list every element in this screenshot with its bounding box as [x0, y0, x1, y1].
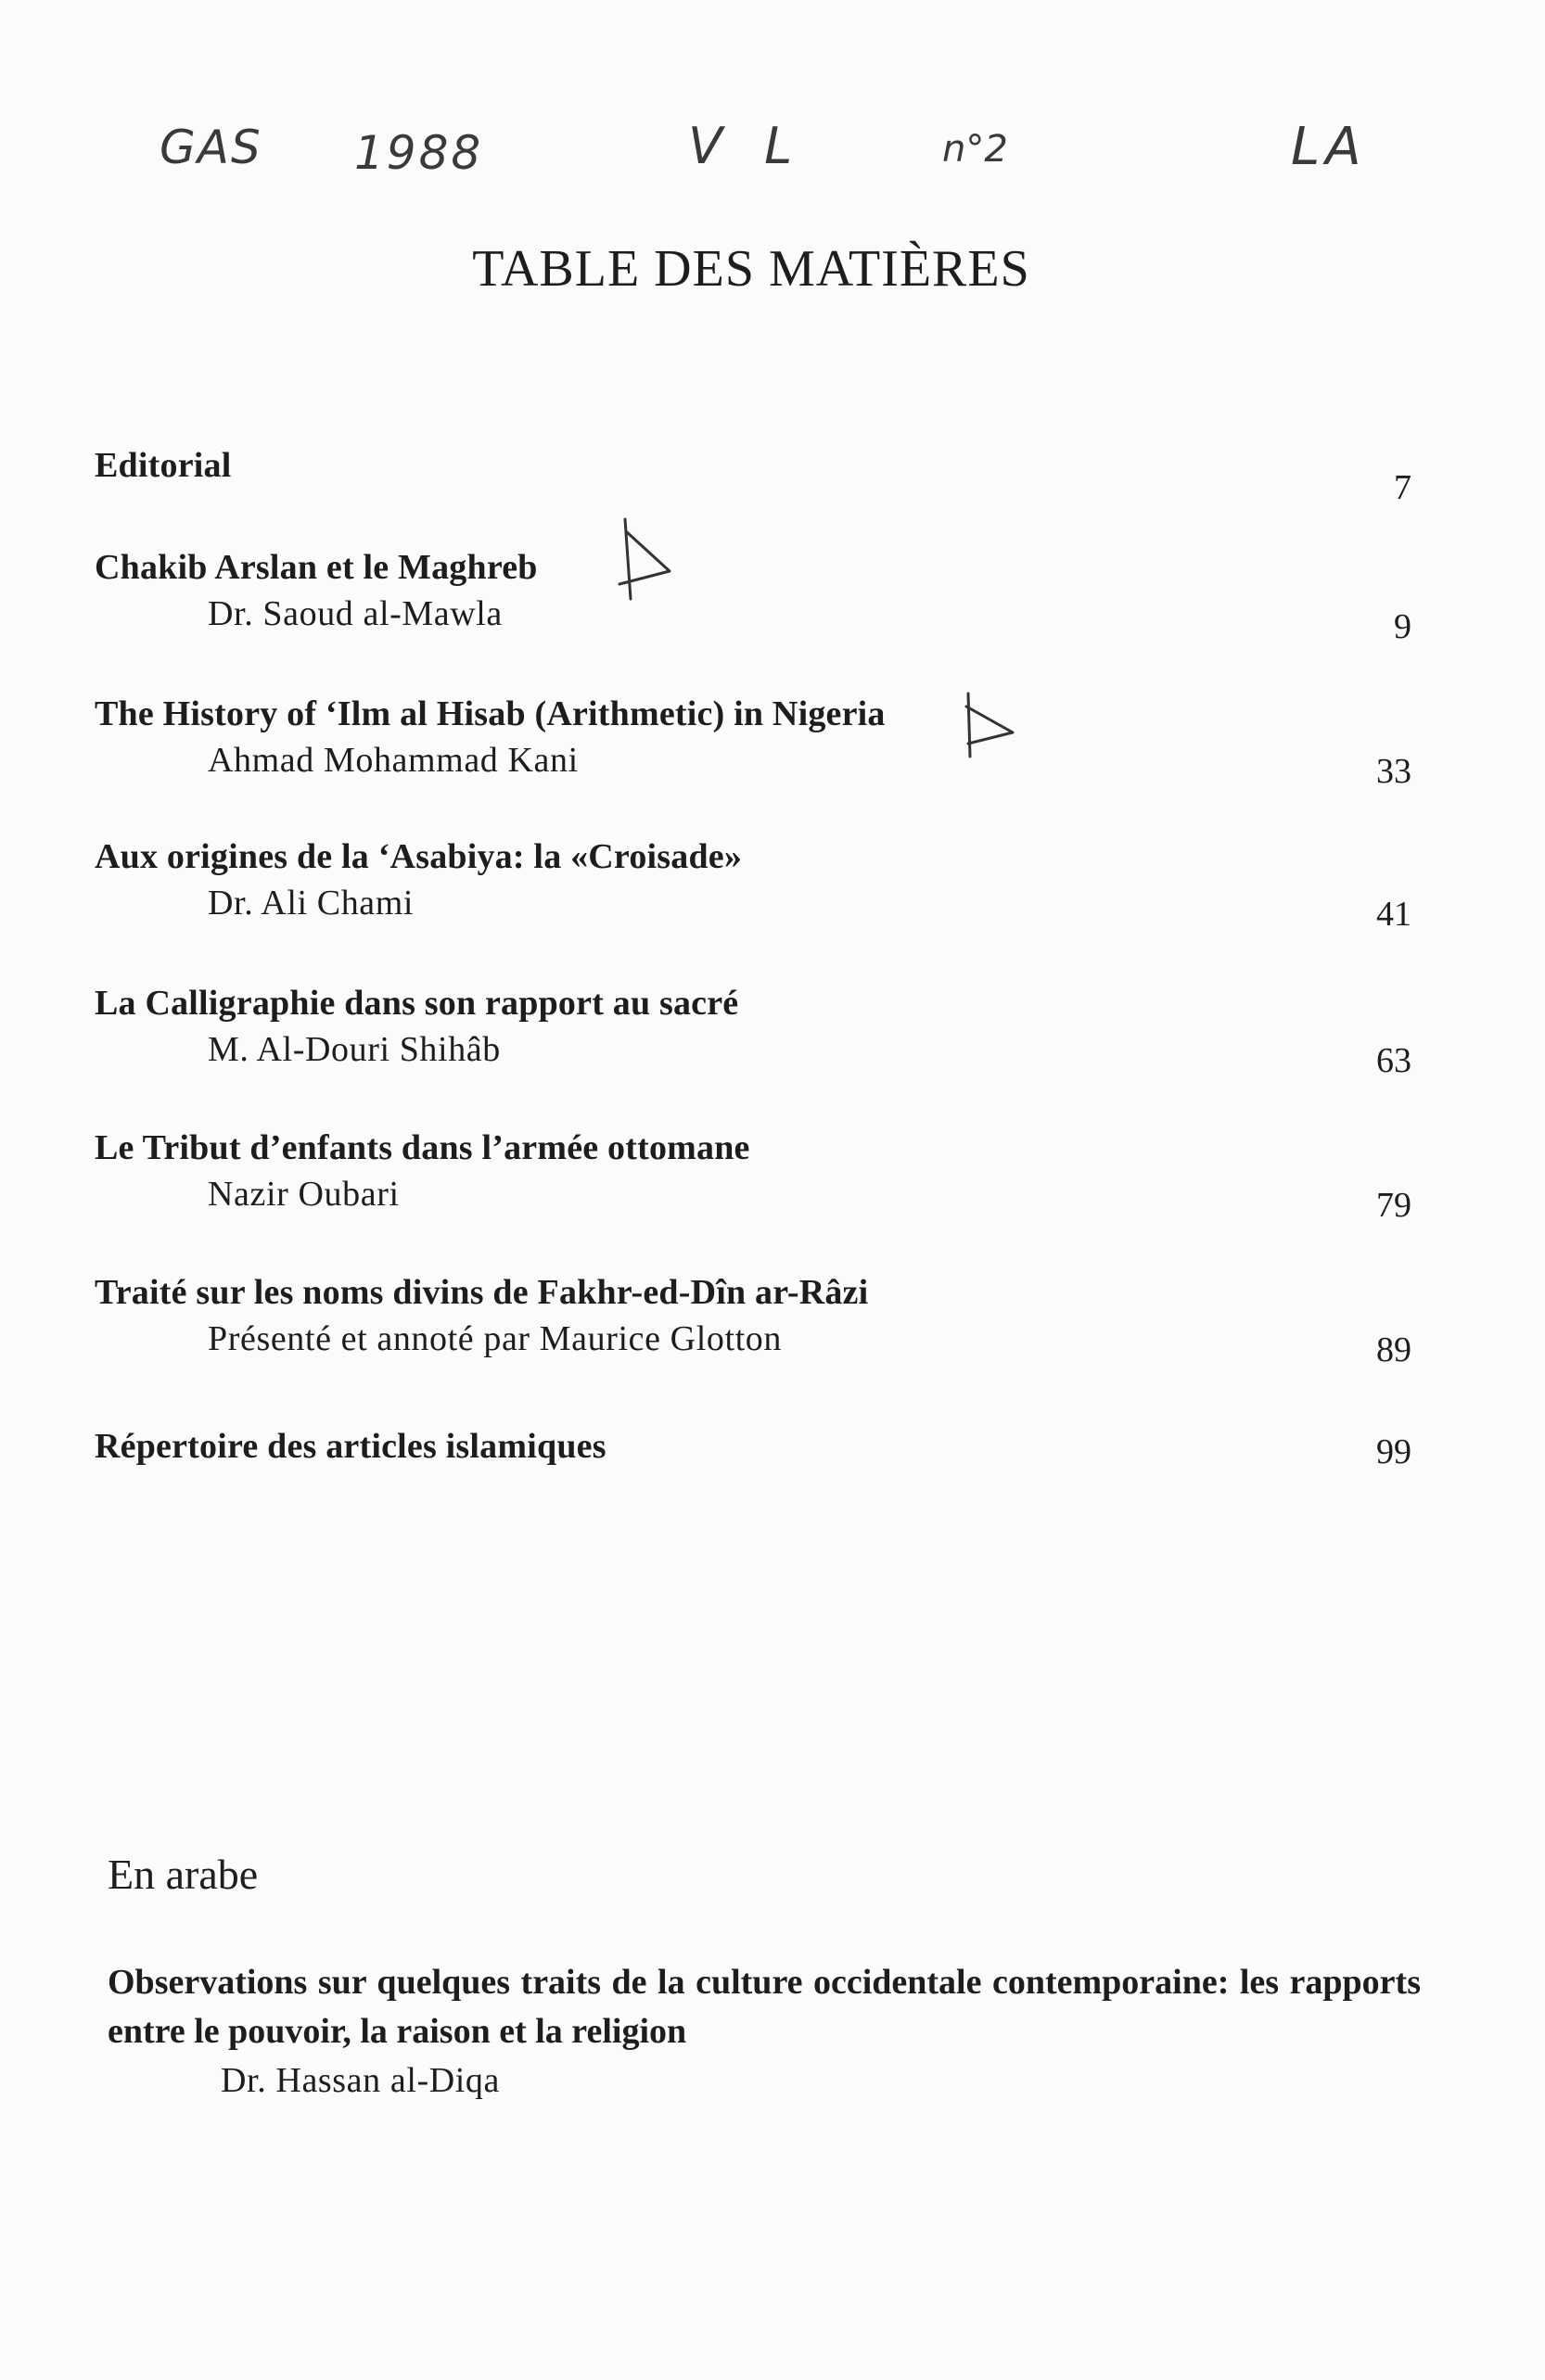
entry-title: La Calligraphie dans son rapport au sacré [95, 984, 739, 1023]
section-heading-en-arabe: En arabe [108, 1851, 259, 1898]
triangle-mark-icon [959, 690, 1033, 764]
entry-title: The History of ‘Ilm al Hisab (Arithmetic) in Nigeria [95, 694, 886, 733]
entry-title: Traité sur les noms divins de Fakhr-ed-Dîn ar-Râzi [95, 1273, 869, 1312]
entry-page-number: 33 [1376, 752, 1411, 791]
entry-author: Dr. Ali Chami [208, 884, 415, 923]
entry-page-number: 9 [1394, 607, 1411, 646]
entry-title: Le Tribut d’enfants dans l’armée ottomane [95, 1128, 750, 1167]
entry-page-number: 63 [1376, 1041, 1411, 1080]
entry-title: Répertoire des articles islamiques [95, 1427, 607, 1466]
entry-page-number: 7 [1394, 468, 1411, 507]
entry-title: Observations sur quelques traits de la culture occidentale contemporaine: les rapports entre le pouvoir, la raison et la religion [108, 1963, 1421, 2051]
entry-page-number: 99 [1376, 1432, 1411, 1471]
entry-author: M. Al-Douri Shihâb [208, 1030, 501, 1069]
entry-author: Dr. Hassan al-Diqa [221, 2061, 500, 2100]
handwritten-note-2: 1988 [354, 126, 484, 180]
handwritten-note-1: GAS [160, 121, 262, 174]
entry-author: Présenté et annoté par Maurice Glotton [208, 1319, 782, 1358]
entry-author: Ahmad Mohammad Kani [208, 741, 579, 780]
entry-title: Editorial [95, 446, 232, 485]
entry-title: Aux origines de la ‘Asabiya: la «Croisade» [95, 837, 743, 876]
entry-author: Nazir Oubari [208, 1175, 400, 1214]
handwritten-note-5: LA [1291, 117, 1367, 177]
triangle-mark-icon [599, 514, 683, 606]
arabic-section-entry [108, 1958, 1421, 2105]
entry-title: Chakib Arslan et le Maghreb [95, 548, 538, 587]
entry-page-number: 89 [1376, 1330, 1411, 1369]
handwritten-note-4: n°2 [942, 128, 1008, 171]
entry-page-number: 79 [1376, 1186, 1411, 1225]
handwritten-note-3: V L [688, 117, 806, 175]
page-title: TABLE DES MATIÈRES [472, 240, 1030, 298]
entry-page-number: 41 [1376, 895, 1411, 934]
entry-author: Dr. Saoud al-Mawla [208, 594, 503, 633]
handwritten-annotation [0, 109, 1545, 193]
